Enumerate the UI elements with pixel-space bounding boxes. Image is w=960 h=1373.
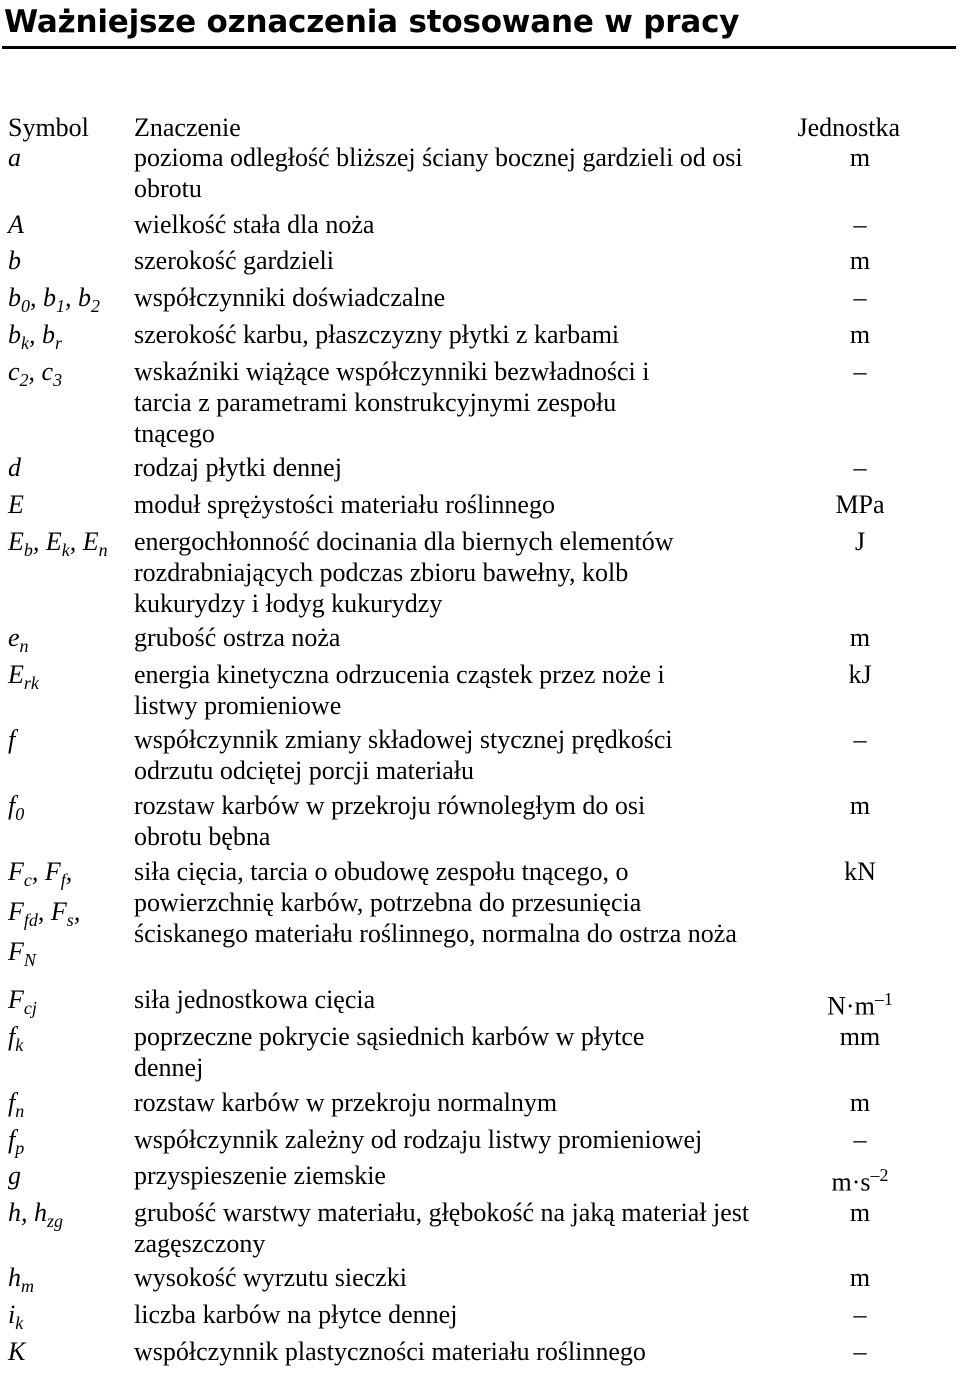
table-row: [0, 1021, 960, 1083]
meaning-cell: wysokość wyrzutu sieczki: [134, 1263, 407, 1292]
symbol-cell: $E_b$, $E_k$, $E_n$: [8, 527, 108, 561]
table-row: [0, 282, 960, 317]
symbol-cell: E: [8, 490, 24, 519]
unit-cell: m: [849, 143, 871, 172]
symbols-table: [0, 108, 960, 1366]
meaning-cell: współczynnik plastyczności materiału roślinnego: [134, 1337, 646, 1366]
symbol-cell: d: [8, 453, 21, 482]
table-row: [0, 1336, 960, 1367]
meaning-cell: poprzeczne pokrycie sąsiednich karbów w płytce dennej: [134, 1022, 645, 1082]
table-row: [0, 245, 960, 276]
meaning-cell: szerokość gardzieli: [134, 246, 334, 275]
unit-cell: m: [849, 791, 871, 820]
unit-cell: –: [853, 725, 867, 754]
meaning-cell: siła jednostkowa cięcia: [134, 985, 376, 1014]
table-row: [0, 1087, 960, 1122]
table-row: [0, 142, 960, 204]
meaning-cell: siła cięcia, tarcia o obudowę zespołu tnącego, o powierzchnię karbów, potrzebna do przesunięcia ściskanego materiału roślinnego, normalna do ostrza noża: [134, 857, 737, 948]
symbol-cell: $b_k$, $b_r$: [8, 320, 63, 354]
table-row: [0, 356, 960, 449]
table-row: [0, 1160, 960, 1197]
symbol-cell: $f_n$: [8, 1088, 25, 1122]
unit-cell: m: [849, 320, 871, 349]
symbol-cell: $c_2$, $c_3$: [8, 357, 63, 391]
symbol-cell: $b_0$, $b_1$, $b_2$: [8, 283, 100, 317]
symbol-cell: g: [8, 1161, 21, 1190]
table-row: [0, 1197, 960, 1259]
table-row: [0, 790, 960, 852]
column-header-unit: Jednostka: [797, 113, 900, 142]
meaning-cell: liczba karbów na płytce dennej: [134, 1300, 458, 1329]
unit-cell: m: [849, 1198, 871, 1227]
unit-cell: m: [849, 623, 871, 652]
symbol-cell: a: [8, 143, 21, 172]
unit-cell: m: [849, 1263, 871, 1292]
symbol-cell: $F_c$, $F_f$, $F_{fd}$, $F_s$, $F_N$: [8, 857, 81, 971]
meaning-cell: pozioma odległość bliższej ściany bocznej gardzieli od osi obrotu: [134, 143, 743, 203]
column-header-meaning: Znaczenie: [134, 113, 241, 142]
unit-cell: –: [853, 1300, 867, 1329]
meaning-cell: współczynnik zmiany składowej stycznej prędkości odrzutu odciętej porcji materiału: [134, 725, 673, 785]
column-header-symbol: Symbol: [8, 113, 89, 142]
symbol-cell: b: [8, 246, 21, 275]
unit-cell: mm: [839, 1022, 881, 1051]
table-row: [0, 1124, 960, 1159]
table-row: [0, 452, 960, 483]
symbol-cell: $i_k$: [8, 1300, 24, 1334]
unit-cell: $N\cdot m^{-1}$: [827, 989, 893, 1021]
meaning-cell: moduł sprężystości materiału roślinnego: [134, 490, 555, 519]
symbol-cell: $e_n$: [8, 623, 29, 657]
table-row: [0, 984, 960, 1021]
unit-cell: J: [854, 527, 866, 556]
symbol-cell: $f_0$: [8, 791, 25, 825]
table-row: [0, 622, 960, 657]
symbol-cell: K: [8, 1337, 26, 1366]
meaning-cell: współczynnik zależny od rodzaju listwy promieniowej: [134, 1125, 703, 1154]
unit-cell: –: [853, 283, 867, 312]
unit-cell: –: [853, 210, 867, 239]
title-underline: [2, 46, 956, 49]
meaning-cell: rozstaw karbów w przekroju normalnym: [134, 1088, 558, 1117]
symbol-cell: $F_{cj}$: [8, 985, 37, 1019]
symbol-cell: $h_m$: [8, 1263, 34, 1297]
unit-cell: –: [853, 1337, 867, 1366]
unit-cell: m: [849, 246, 871, 275]
table-row: [0, 1299, 960, 1334]
meaning-cell: szerokość karbu, płaszczyzny płytki z karbami: [134, 320, 620, 349]
table-row: [0, 724, 960, 786]
table-row: [0, 856, 960, 971]
unit-cell: kN: [844, 857, 876, 886]
meaning-cell: energia kinetyczna odrzucenia cząstek przez noże i listwy promieniowe: [134, 660, 665, 720]
symbol-cell: A: [8, 210, 24, 239]
table-row: [0, 489, 960, 520]
meaning-cell: wielkość stała dla noża: [134, 210, 375, 239]
table-row: [0, 319, 960, 354]
unit-cell: –: [853, 357, 867, 386]
table-row: [0, 209, 960, 240]
meaning-cell: wskaźniki wiążące współczynniki bezwładności i tarcia z parametrami konstrukcyjnymi zespołu tnącego: [134, 357, 650, 448]
table-row: [0, 1262, 960, 1297]
symbol-cell: f: [8, 725, 16, 754]
table-row: [0, 659, 960, 721]
table-row: [0, 526, 960, 619]
meaning-cell: współczynniki doświadczalne: [134, 283, 446, 312]
unit-cell: m: [849, 1088, 871, 1117]
meaning-cell: rozstaw karbów w przekroju równoległym do osi obrotu bębna: [134, 791, 646, 851]
unit-cell: –: [853, 1125, 867, 1154]
unit-cell: MPa: [835, 490, 885, 519]
symbol-cell: $f_p$: [8, 1125, 25, 1159]
meaning-cell: energochłonność docinania dla biernych elementów rozdrabniających podczas zbioru bawełny, kolb kukurydzy i łodyg kukurydzy: [134, 527, 674, 618]
symbol-cell: $f_k$: [8, 1022, 24, 1056]
meaning-cell: przyspieszenie ziemskie: [134, 1161, 386, 1190]
unit-cell: $m\cdot s^{-2}$: [831, 1165, 889, 1197]
unit-cell: –: [853, 453, 867, 482]
page-title: Ważniejsze oznaczenia stosowane w pracy: [4, 4, 740, 40]
unit-cell: kJ: [848, 660, 872, 689]
symbol-cell: $E_{rk}$: [8, 660, 39, 694]
meaning-cell: grubość ostrza noża: [134, 623, 341, 652]
meaning-cell: grubość warstwy materiału, głębokość na jaką materiał jest zagęszczony: [134, 1198, 750, 1258]
meaning-cell: rodzaj płytki dennej: [134, 453, 342, 482]
symbol-cell: h, $h_{zg}$: [8, 1198, 64, 1232]
